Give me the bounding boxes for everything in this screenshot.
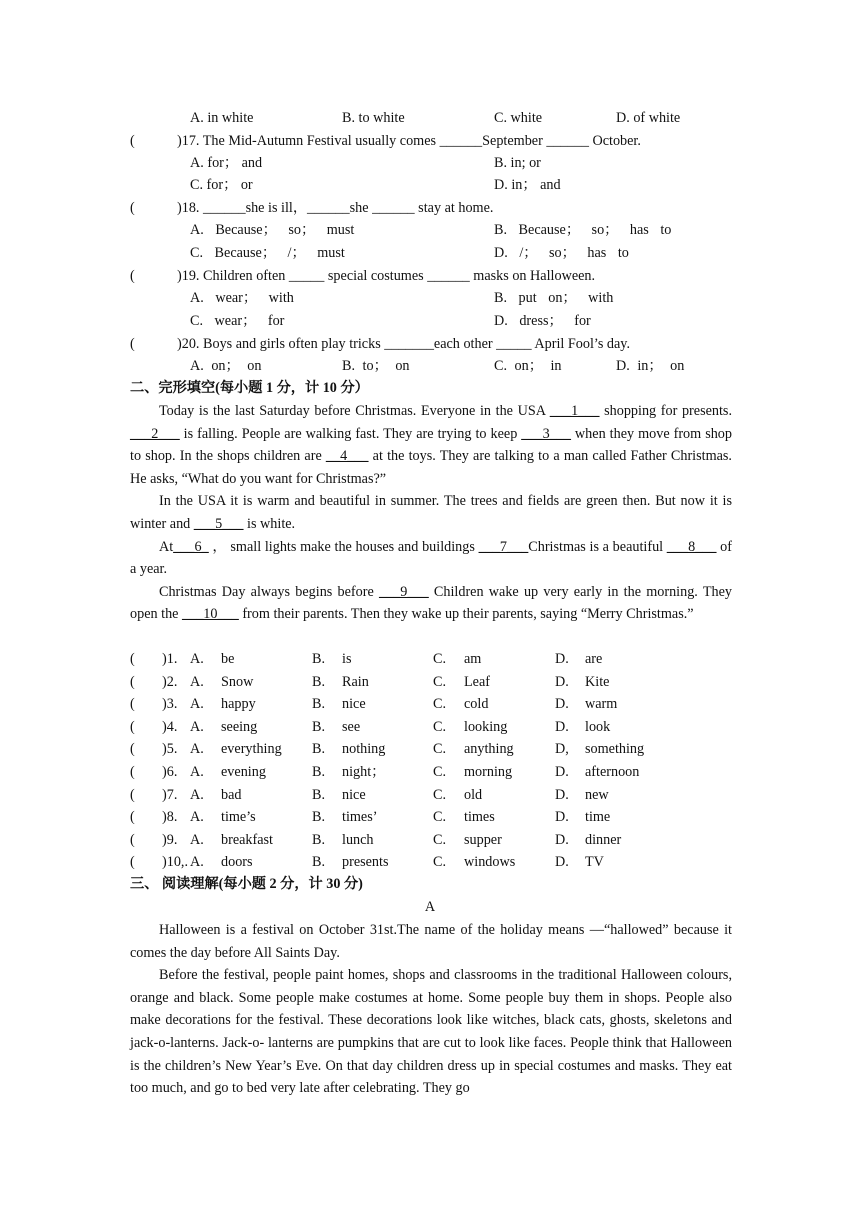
option-c: looking bbox=[464, 718, 508, 735]
label-b: B. bbox=[312, 696, 326, 713]
blank-4: __4___ bbox=[325, 448, 369, 465]
blank-6: ___6_ bbox=[173, 538, 209, 555]
option-a: doors bbox=[221, 854, 253, 871]
label-a: A. bbox=[190, 696, 204, 713]
label-d: D, bbox=[555, 741, 569, 758]
option-c: C. Because； /； must bbox=[190, 245, 345, 261]
answer-paren[interactable]: ( bbox=[130, 200, 135, 216]
answer-paren[interactable]: ( bbox=[130, 673, 135, 690]
label-b: B. bbox=[312, 831, 326, 848]
option-b: see bbox=[342, 718, 361, 735]
question-number: )1. bbox=[162, 651, 178, 667]
option-a: bad bbox=[221, 786, 242, 803]
option-d: D. in； and bbox=[494, 177, 561, 193]
label-c: C. bbox=[433, 854, 447, 871]
option-a: evening bbox=[221, 764, 266, 780]
paragraph-2: In the USA it is warm and beautiful in summer. The trees and fields are green then. But now it is winter and ___5___ is white. bbox=[130, 493, 732, 532]
option-d: Kite bbox=[585, 673, 610, 690]
paragraph-1: Today is the last Saturday before Christmas. Everyone in the USA ___1___ shopping for presents. ___2___ is falling. People are walking fast. They are trying to keep ___3___ when they move from shop to shop. In the shops children are __4___ at the toys. They are talking to a man called Father Christmas. He asks, “What do you want for Christmas?” bbox=[130, 403, 732, 487]
answer-paren[interactable]: ( bbox=[130, 741, 135, 758]
option-a: A. wear； with bbox=[190, 290, 294, 306]
answer-paren[interactable]: ( bbox=[130, 133, 135, 149]
blank-10: ___10___ bbox=[182, 606, 239, 623]
passage-label: A bbox=[424, 899, 436, 915]
blank-3: ___3___ bbox=[521, 425, 571, 442]
label-a: A. bbox=[190, 673, 204, 690]
label-a: A. bbox=[190, 786, 204, 803]
label-a: A. bbox=[190, 854, 204, 871]
option-d: look bbox=[585, 718, 611, 735]
option-a: be bbox=[221, 651, 235, 667]
answer-paren[interactable]: ( bbox=[130, 854, 135, 871]
option-d: time bbox=[585, 809, 611, 826]
label-b: B. bbox=[312, 786, 326, 803]
answer-paren[interactable]: ( bbox=[130, 651, 135, 667]
question-number: )7. bbox=[162, 786, 178, 803]
option-b: is bbox=[342, 651, 352, 667]
section-2-title: 二、完形填空(每小题 1 分，计 10 分） bbox=[130, 380, 369, 396]
label-a: A. bbox=[190, 764, 204, 780]
option-a: breakfast bbox=[221, 831, 273, 848]
paragraph-4: Christmas Day always begins before ___9___ Children wake up very early in the morning. They open the ___10___ from their parents. Then they wake up their parents, saying “Merry Christmas.” bbox=[130, 583, 732, 623]
blank-1: ___1___ bbox=[549, 403, 600, 419]
option-c: C. on； in bbox=[494, 358, 562, 374]
option-d: something bbox=[585, 741, 645, 758]
option-c: Leaf bbox=[464, 673, 490, 690]
label-b: B. bbox=[312, 764, 326, 780]
blank-7: ___7___ bbox=[478, 538, 529, 555]
question-text: )17. The Mid-Autumn Festival usually comes ______September ______ October. bbox=[177, 133, 641, 149]
option-d: TV bbox=[585, 854, 604, 871]
answer-paren[interactable]: ( bbox=[130, 764, 135, 780]
paragraph-1: Halloween is a festival on October 31st.The name of the holiday means —“hallowed” because it comes the day before All Saints Day. bbox=[130, 922, 732, 961]
question-number: )9. bbox=[162, 831, 178, 848]
answer-paren[interactable]: ( bbox=[130, 831, 135, 848]
option-b: B. to white bbox=[342, 110, 405, 126]
answer-paren[interactable]: ( bbox=[130, 268, 135, 284]
label-d: D. bbox=[555, 786, 569, 803]
label-d: D. bbox=[555, 831, 569, 848]
option-d: D. in； on bbox=[616, 358, 685, 374]
question-text: )20. Boys and girls often play tricks _______each other _____ April Fool’s day. bbox=[177, 336, 631, 352]
answer-paren[interactable]: ( bbox=[130, 336, 135, 352]
option-a: time’s bbox=[221, 809, 256, 826]
label-c: C. bbox=[433, 673, 447, 690]
answer-paren[interactable]: ( bbox=[130, 718, 135, 735]
option-d: afternoon bbox=[585, 764, 640, 780]
label-d: D. bbox=[555, 854, 569, 871]
label-d: D. bbox=[555, 718, 569, 735]
label-a: A. bbox=[190, 809, 204, 826]
option-c: am bbox=[464, 651, 482, 667]
label-b: B. bbox=[312, 854, 326, 871]
option-a: happy bbox=[221, 696, 256, 713]
option-c: times bbox=[464, 809, 495, 826]
question-number: )3. bbox=[162, 696, 178, 713]
option-a: A. on； on bbox=[190, 358, 262, 374]
blank-9: ___9___ bbox=[379, 583, 429, 600]
option-b: presents bbox=[342, 854, 389, 871]
option-b: B. to； on bbox=[342, 358, 410, 374]
answer-paren[interactable]: ( bbox=[130, 786, 135, 803]
question-number: )10,. bbox=[162, 854, 189, 871]
option-c: cold bbox=[464, 696, 489, 713]
question-number: )4. bbox=[162, 718, 178, 735]
question-text: )19. Children often _____ special costumes ______ masks on Halloween. bbox=[177, 268, 596, 284]
answer-paren[interactable]: ( bbox=[130, 696, 135, 713]
option-a: Snow bbox=[221, 673, 254, 690]
option-b: B. put on； with bbox=[494, 290, 614, 306]
label-b: B. bbox=[312, 809, 326, 826]
label-c: C. bbox=[433, 718, 447, 735]
question-number: )6. bbox=[162, 764, 178, 780]
option-b: nice bbox=[342, 786, 366, 803]
option-c: anything bbox=[464, 741, 514, 758]
option-b: lunch bbox=[342, 831, 374, 848]
answer-paren[interactable]: ( bbox=[130, 809, 135, 826]
label-b: B. bbox=[312, 718, 326, 735]
label-c: C. bbox=[433, 741, 447, 758]
section-3-title: 三、 阅读理解(每小题 2 分，计 30 分) bbox=[130, 876, 363, 892]
option-c: C. white bbox=[494, 110, 543, 126]
option-b: Rain bbox=[342, 673, 369, 690]
option-b: nothing bbox=[342, 741, 386, 758]
label-c: C. bbox=[433, 696, 447, 713]
label-c: C. bbox=[433, 786, 447, 803]
label-a: A. bbox=[190, 741, 204, 758]
question-text: )18. ______she is ill，______she ______ stay at home. bbox=[177, 200, 494, 216]
label-b: B. bbox=[312, 651, 326, 667]
label-b: B. bbox=[312, 741, 326, 758]
label-d: D. bbox=[555, 809, 569, 826]
option-b: times’ bbox=[342, 809, 378, 826]
option-b: B. in; or bbox=[494, 155, 541, 171]
option-b: night； bbox=[342, 764, 386, 780]
option-d: new bbox=[585, 786, 609, 803]
question-number: )8. bbox=[162, 809, 178, 826]
cloze-passage bbox=[130, 400, 732, 626]
option-d: are bbox=[585, 651, 603, 667]
option-d: D. dress； for bbox=[494, 313, 591, 329]
option-c: old bbox=[464, 786, 483, 803]
option-d: warm bbox=[585, 696, 618, 713]
option-a: A. in white bbox=[190, 110, 254, 126]
option-d: D. /； so； has to bbox=[494, 245, 629, 261]
blank-5: ___5___ bbox=[193, 515, 244, 532]
label-a: A. bbox=[190, 651, 204, 667]
option-a: seeing bbox=[221, 718, 258, 735]
option-b: B. Because； so； has to bbox=[494, 222, 672, 238]
label-c: C. bbox=[433, 809, 447, 826]
option-d: D. of white bbox=[616, 110, 681, 126]
option-c: morning bbox=[464, 764, 513, 780]
option-c: C. wear； for bbox=[190, 313, 285, 329]
option-b: nice bbox=[342, 696, 366, 713]
option-c: supper bbox=[464, 831, 502, 848]
label-d: D. bbox=[555, 696, 569, 713]
blank-8: ___8___ bbox=[666, 538, 717, 555]
paragraph-3: At___6_ ， small lights make the houses and buildings ___7___Christmas is a beautiful ___8___ of a year. bbox=[130, 538, 732, 578]
paragraph-2: Before the festival, people paint homes, shops and classrooms in the traditional Halloween colours, orange and black. Some people make costumes at home. Some people buy them in shops. People also make decorations for the festival. These decorations look like witches, black cats, ghosts, skeletons and jack-o-lanterns. Jack-o- lanterns are pumpkins that are cut to look like faces. People think that Halloween is the children’s New Year’s Eve. On that day children dress up in special costumes and masks. They eat too much, and go to bed very late after celebrating. They go bbox=[130, 967, 732, 1097]
label-a: A. bbox=[190, 831, 204, 848]
option-a: A. for； and bbox=[190, 155, 263, 171]
label-c: C. bbox=[433, 651, 447, 667]
option-c: windows bbox=[464, 854, 516, 871]
option-d: dinner bbox=[585, 831, 622, 848]
label-d: D. bbox=[555, 673, 569, 690]
label-a: A. bbox=[190, 718, 204, 735]
reading-passage bbox=[130, 919, 732, 1100]
label-d: D. bbox=[555, 764, 569, 780]
option-a: everything bbox=[221, 741, 282, 758]
label-c: C. bbox=[433, 831, 447, 848]
label-d: D. bbox=[555, 651, 569, 667]
question-number: )2. bbox=[162, 673, 178, 690]
option-a: A. Because； so； must bbox=[190, 222, 355, 238]
label-c: C. bbox=[433, 764, 447, 780]
blank-2: ___2___ bbox=[130, 425, 180, 442]
option-c: C. for； or bbox=[190, 177, 253, 193]
label-b: B. bbox=[312, 673, 326, 690]
question-number: )5. bbox=[162, 741, 178, 758]
